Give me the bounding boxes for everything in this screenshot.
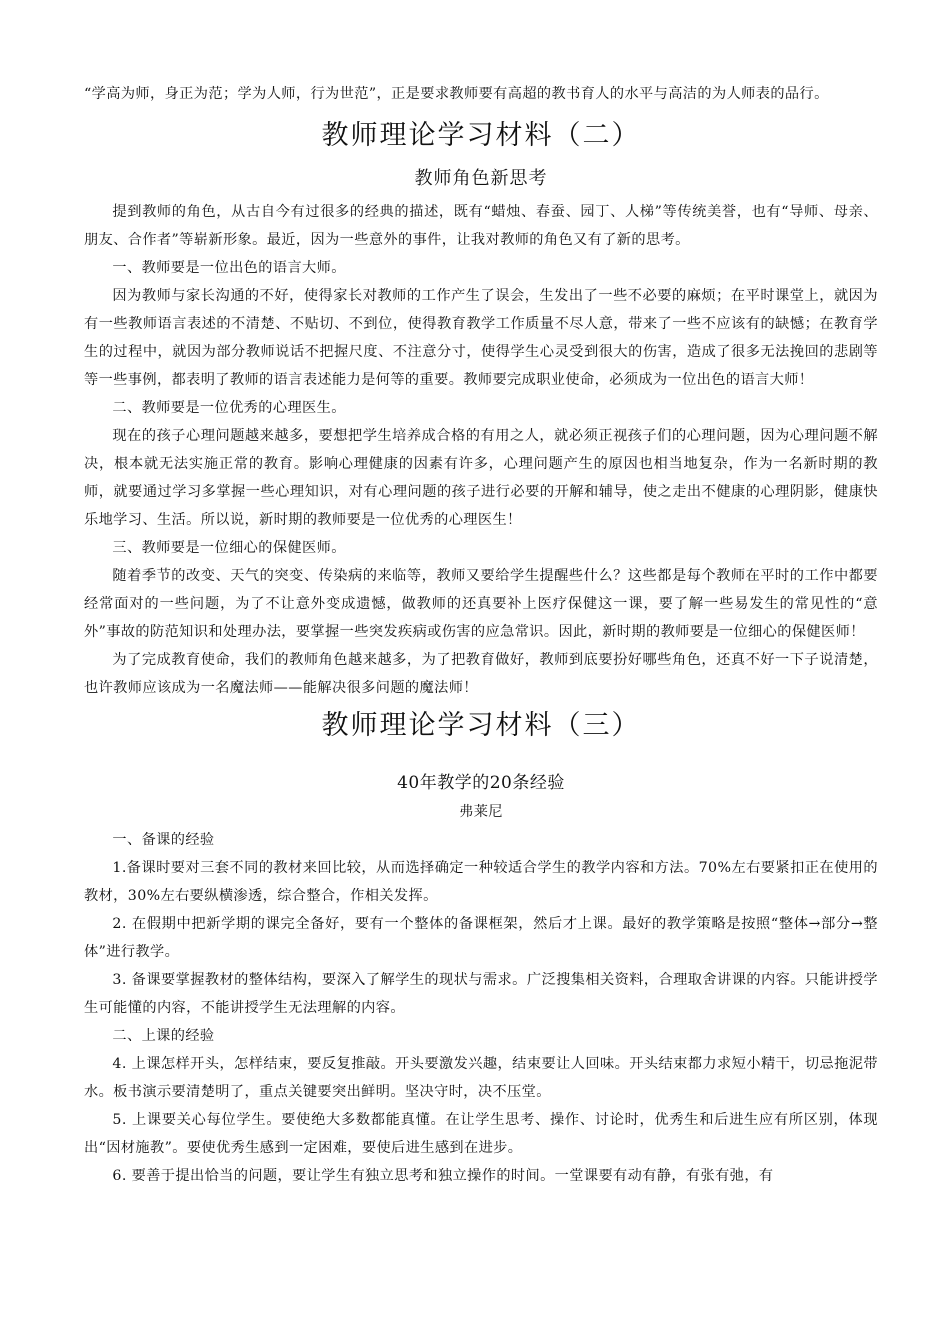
section2-paragraph: 为了完成教育使命，我们的教师角色越来越多，为了把教育做好，教师到底要扮好哪些角色，还真不好一下子说清楚，也许教师应该成为一名魔法师——能解决很多问题的魔法师！ [84, 652, 878, 696]
section2-subtitle: 教师角色新思考 [414, 168, 548, 189]
section3-title: 教师理论学习材料（三） [321, 710, 641, 741]
section2-paragraph: 因为教师与家长沟通的不好，使得家长对教师的工作产生了误会，生发出了一些不必要的麻烦；在平时课堂上，就因为有一些教师语言表述的不清楚、不贴切、不到位，使得教育教学工作质量不尽人意，带来了一些不应该有的缺憾；在教育学生的过程中，就因为部分教师说话不把握尺度、不注意分寸，使得学生心灵受到很大的伤害，造成了很多无法挽回的悲剧等等一些事例，都表明了教师的语言表述能力是何等的重要。教师要完成职业使命，必须成为一位出色的语言大师！ [84, 288, 878, 388]
section2-heading-1: 一、教师要是一位出色的语言大师。 [112, 260, 346, 276]
intro-paragraph: “学高为师，身正为范；学为人师，行为世范”，正是要求教师要有高超的教书育人的水平与高洁的为人师表的品行。 [84, 86, 829, 102]
section3-paragraph: 3. 备课要掌握教材的整体结构，要深入了解学生的现状与需求。广泛搜集相关资料，合理取舍讲课的内容。只能讲授学生可能懂的内容，不能讲授学生无法理解的内容。 [84, 972, 878, 1016]
section2-heading-2: 二、教师要是一位优秀的心理医生。 [112, 400, 346, 416]
section3-paragraph: 6. 要善于提出恰当的问题，要让学生有独立思考和独立操作的时间。一堂课要有动有静，有张有弛，有 [112, 1168, 774, 1184]
section3-subtitle: 40年教学的20条经验 [397, 773, 565, 793]
section2-paragraph: 随着季节的改变、天气的突变、传染病的来临等，教师又要给学生提醒些什么？这些都是每个教师在平时的工作中都要经常面对的一些问题，为了不让意外变成遗憾，做教师的还真要补上医疗保健这一课，要了解一些易发生的常见性的“意外”事故的防范知识和处理办法，要掌握一些突发疾病或伤害的应急常识。因此，新时期的教师要是一位细心的保健医师！ [84, 568, 878, 640]
section3-heading-2: 二、上课的经验 [112, 1028, 215, 1044]
section3-paragraph: 1.备课时要对三套不同的教材来回比较，从而选择确定一种较适合学生的教学内容和方法。70%左右要紧扣正在使用的教材，30%左右要纵横渗透，综合整合，作相关发挥。 [84, 860, 878, 904]
author-name: 弗莱尼 [459, 804, 503, 820]
document-page [84, 80, 878, 1190]
section3-paragraph: 4. 上课怎样开头，怎样结束，要反复推敲。开头要激发兴趣，结束要让人回味。开头结束都力求短小精干，切忌拖泥带水。板书演示要清楚明了，重点关键要突出鲜明。坚决守时，决不压堂。 [84, 1056, 878, 1100]
section2-paragraph: 现在的孩子心理问题越来越多，要想把学生培养成合格的有用之人，就必须正视孩子们的心理问题，因为心理问题不解决，根本就无法实施正常的教育。影响心理健康的因素有许多，心理问题产生的原因也相当地复杂，作为一名新时期的教师，就要通过学习多掌握一些心理知识，对有心理问题的孩子进行必要的开解和辅导，使之走出不健康的心理阴影，健康快乐地学习、生活。所以说，新时期的教师要是一位优秀的心理医生！ [84, 428, 878, 528]
section2-paragraph: 提到教师的角色，从古自今有过很多的经典的描述，既有“蜡烛、春蚕、园丁、人梯”等传统美誉，也有“导师、母亲、朋友、合作者”等崭新形象。最近，因为一些意外的事件，让我对教师的角色又有了新的思考。 [84, 204, 878, 248]
section3-heading-1: 一、备课的经验 [112, 832, 215, 848]
section2-heading-3: 三、教师要是一位细心的保健医师。 [112, 540, 346, 556]
section3-paragraph: 2. 在假期中把新学期的课完全备好，要有一个整体的备课框架，然后才上课。最好的教学策略是按照“整体→部分→整体”进行教学。 [84, 916, 878, 960]
section2-title: 教师理论学习材料（二） [321, 120, 641, 151]
section3-paragraph: 5. 上课要关心每位学生。要使绝大多数都能真懂。在让学生思考、操作、讨论时，优秀生和后进生应有所区别，体现出“因材施教”。要使优秀生感到一定困难，要使后进生感到在进步。 [84, 1112, 878, 1156]
